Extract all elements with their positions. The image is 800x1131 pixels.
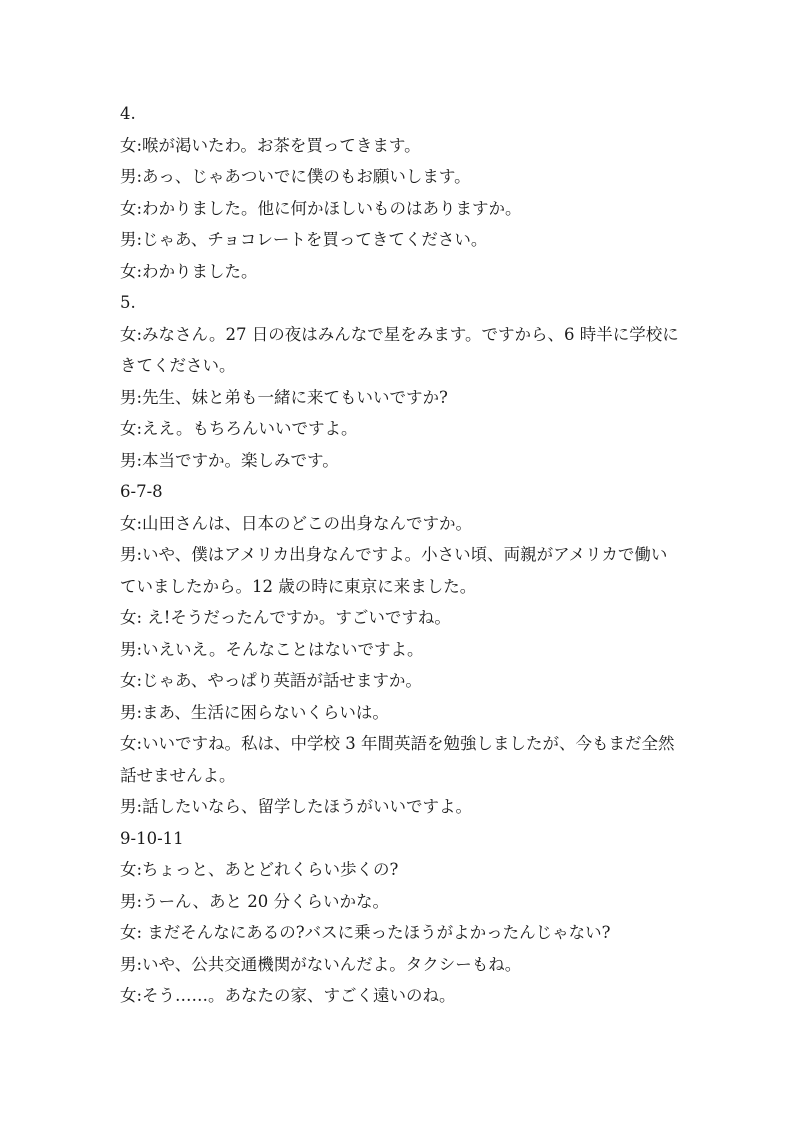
- dialogue-line: 男:先生、妹と弟も一緒に来てもいいですか?: [120, 387, 448, 407]
- section-number: 5.: [120, 293, 136, 312]
- dialogue-line: 女: え!そうだったんですか。すごいですね。: [120, 608, 451, 627]
- dialogue-line: 女:喉が渇いたわ。お茶を買ってきます。: [120, 135, 421, 155]
- dialogue-line: 女:わかりました。: [120, 261, 258, 281]
- dialogue-line: 女:そう……。あなたの家、すごく遠いのね。: [120, 986, 456, 1005]
- dialogue-line: 女: まだそんなにあるの?バスに乗ったほうがよかったんじゃない?: [120, 923, 611, 942]
- dialogue-line: 男:まあ、生活に困らないくらいは。: [120, 702, 389, 722]
- dialogue-line: 男:いえいえ。そんなことはないですよ。: [120, 639, 424, 659]
- dialogue-line: 女:じゃあ、やっぱり英語が話せますか。: [120, 671, 422, 690]
- dialogue-line: 女:みなさん。27 日の夜はみんなで星をみます。ですから、6 時半に学校にきてください。: [120, 324, 679, 375]
- section-number: 9-10-11: [120, 828, 184, 848]
- dialogue-line: 女:山田さんは、日本のどこの出身なんですか。: [120, 513, 473, 533]
- dialogue-line: 女:ちょっと、あとどれくらい歩くの?: [120, 860, 399, 879]
- dialogue-line: 女:いいですね。私は、中学校 3 年間英語を勉強しましたが、今もまだ全然話せませんよ。: [120, 734, 675, 785]
- dialogue-line: 女:わかりました。他に何かほしいものはありますか。: [120, 198, 522, 218]
- transcript-content: [120, 98, 680, 1012]
- dialogue-line: 男:あっ、じゃあついでに僕のもお願いします。: [120, 167, 471, 186]
- dialogue-line: 男:本当ですか。楽しみです。: [120, 450, 339, 470]
- section-number: 6-7-8: [120, 482, 163, 501]
- dialogue-line: 男:じゃあ、チョコレートを買ってきてください。: [120, 230, 488, 249]
- section-number: 4.: [120, 104, 136, 123]
- dialogue-line: 男:話したいなら、留学したほうがいいですよ。: [120, 797, 473, 816]
- dialogue-line: 男:いや、公共交通機関がないんだよ。タクシーもね。: [120, 954, 522, 974]
- dialogue-line: 男:いや、僕はアメリカ出身なんですよ。小さい頃、両親がアメリカで働いていましたから。12 歳の時に東京に来ました。: [120, 545, 668, 596]
- dialogue-line: 男:うーん、あと 20 分くらいかな。: [120, 891, 390, 911]
- dialogue-line: 女:ええ。もちろんいいですよ。: [120, 419, 358, 438]
